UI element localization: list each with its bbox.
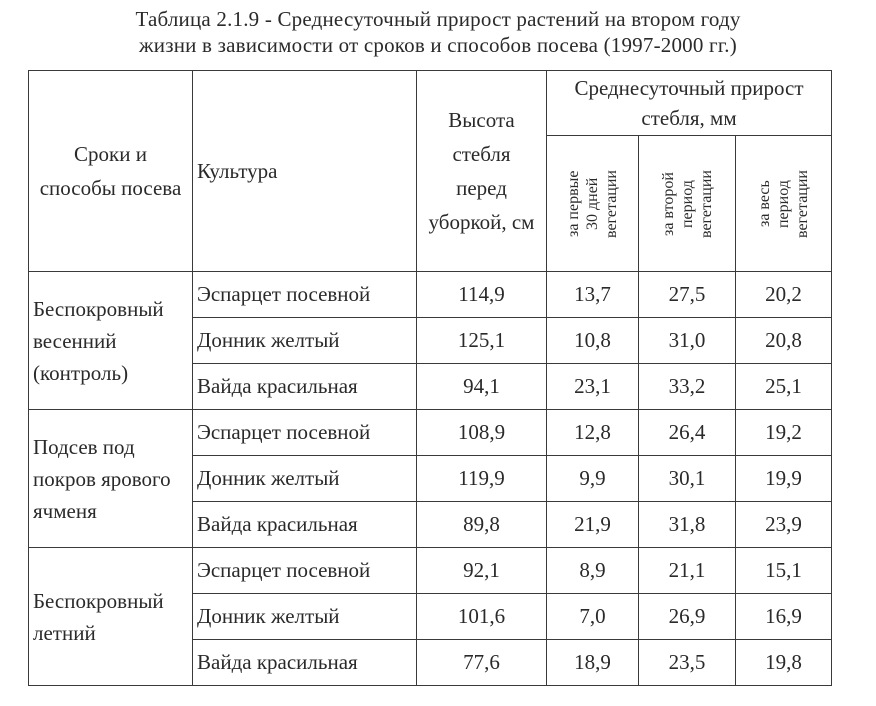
crop-cell: Донник желтый	[193, 318, 417, 364]
p1-cell: 13,7	[547, 272, 639, 318]
group-name: Беспокровный весенний (контроль)	[29, 272, 193, 410]
p1-cell: 8,9	[547, 548, 639, 594]
p2-cell: 30,1	[639, 456, 736, 502]
p3-cell: 15,1	[736, 548, 832, 594]
crop-cell: Донник желтый	[193, 456, 417, 502]
crop-cell: Вайда красильная	[193, 502, 417, 548]
table-row	[29, 548, 832, 594]
crop-cell: Эспарцет посевной	[193, 272, 417, 318]
p2-cell: 26,9	[639, 594, 736, 640]
p2-cell: 33,2	[639, 364, 736, 410]
height-cell: 89,8	[417, 502, 547, 548]
group-name: Подсев под покров ярового ячменя	[29, 410, 193, 548]
p2-cell: 26,4	[639, 410, 736, 456]
p1-cell: 23,1	[547, 364, 639, 410]
crop-cell: Эспарцет посевной	[193, 410, 417, 456]
p1-cell: 10,8	[547, 318, 639, 364]
header-sub-whole-period-label: за весь период вегетации	[756, 169, 811, 238]
header-prirost: Среднесуточный прирост стебля, мм	[547, 71, 832, 136]
p3-cell: 19,9	[736, 456, 832, 502]
header-kultura: Культура	[193, 71, 417, 272]
header-sub-first-30-days	[547, 136, 639, 272]
table-row	[29, 272, 832, 318]
p3-cell: 19,8	[736, 640, 832, 686]
header-sub-second-period-label: за второй период вегетации	[659, 169, 715, 238]
height-cell: 114,9	[417, 272, 547, 318]
height-cell: 92,1	[417, 548, 547, 594]
crop-cell: Эспарцет посевной	[193, 548, 417, 594]
header-sroki: Сроки и способы посева	[29, 71, 193, 272]
crop-cell: Вайда красильная	[193, 364, 417, 410]
p1-cell: 21,9	[547, 502, 639, 548]
height-cell: 108,9	[417, 410, 547, 456]
table-row	[29, 410, 832, 456]
p1-cell: 12,8	[547, 410, 639, 456]
p2-cell: 23,5	[639, 640, 736, 686]
p1-cell: 7,0	[547, 594, 639, 640]
header-sub-whole-period	[736, 136, 832, 272]
p2-cell: 31,0	[639, 318, 736, 364]
height-cell: 101,6	[417, 594, 547, 640]
data-table	[28, 70, 832, 686]
p3-cell: 16,9	[736, 594, 832, 640]
header-sub-first-30-days-label: за первые 30 дней вегетации	[565, 169, 620, 238]
crop-cell: Донник желтый	[193, 594, 417, 640]
header-vysota: Высота стебля перед уборкой, см	[417, 71, 547, 272]
crop-cell: Вайда красильная	[193, 640, 417, 686]
height-cell: 94,1	[417, 364, 547, 410]
height-cell: 125,1	[417, 318, 547, 364]
height-cell: 77,6	[417, 640, 547, 686]
height-cell: 119,9	[417, 456, 547, 502]
p2-cell: 21,1	[639, 548, 736, 594]
p3-cell: 23,9	[736, 502, 832, 548]
p3-cell: 20,8	[736, 318, 832, 364]
caption-line-2: жизни в зависимости от сроков и способов посева (1997-2000 гг.)	[139, 33, 737, 57]
header-sub-second-period	[639, 136, 736, 272]
p3-cell: 20,2	[736, 272, 832, 318]
table-caption	[0, 6, 876, 58]
p3-cell: 19,2	[736, 410, 832, 456]
caption-line-1: Таблица 2.1.9 - Среднесуточный прирост растений на втором году	[135, 7, 741, 31]
p2-cell: 27,5	[639, 272, 736, 318]
p2-cell: 31,8	[639, 502, 736, 548]
p3-cell: 25,1	[736, 364, 832, 410]
group-name: Беспокровный летний	[29, 548, 193, 686]
p1-cell: 18,9	[547, 640, 639, 686]
p1-cell: 9,9	[547, 456, 639, 502]
